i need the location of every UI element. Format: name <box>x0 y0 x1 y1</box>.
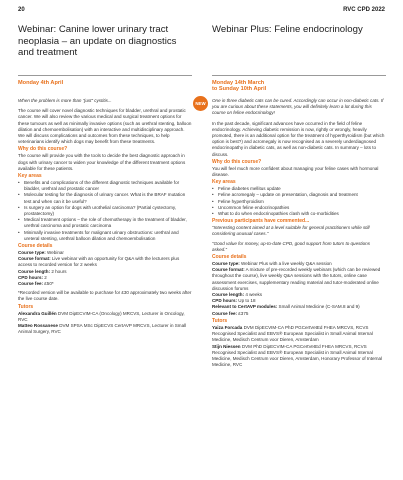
detail-row: CPD hours: Up to 18 <box>212 298 256 304</box>
list-item: • Feline acromegaly – update on presentation, diagnosis and treatment <box>212 192 386 198</box>
detail-row: Course fee: £375 <box>212 310 249 316</box>
footnote: *Recorded version will be available to purchase for £30 approximately two weeks after the live course date. <box>18 290 192 302</box>
description-text: In the past decade, significant advances have occurred in the field of feline endocrinology. Achieving diabetic remission is now, rightly or wrongly, heavily promoted, there is an additional option for the treatment of hyperthyroidism (but which option is best?) and acromegaly is now recognised as a severely underdiagnosed endocrinopathy in diabetic cats, as well as non-diabetic cats. In summary – lots to discuss. <box>212 120 385 157</box>
detail-row: CPD hours: 2 <box>18 274 47 280</box>
intro-text: One in three diabetic cats can be cured. Accordingly can occur in non-diabetic cats. If you are curious about these statements, you will definitely learn a lot during this course on feline endocrinology! <box>212 98 384 116</box>
tutors-heading: Tutors <box>18 303 34 310</box>
tutor: Matteo Rossanese DVM SPSA MSc DipECVS CertAVP MRCVS, Lecturer in Small Animal Surgery, RVC <box>18 323 187 335</box>
key-areas-heading: Key areas <box>18 173 42 180</box>
tutors-heading: Tutors <box>212 317 228 324</box>
course-date: Monday 14th March to Sunday 10th April <box>212 80 267 93</box>
course-title: Webinar: Canine lower urinary tract neoplasia – an update on diagnostics and treatment <box>18 24 177 59</box>
testimonial-quote: "Good value for money, up-to-date CPD, good support from tutors to questions asked." <box>212 240 370 252</box>
left-column <box>18 24 192 336</box>
new-badge: NEW <box>193 96 208 111</box>
detail-row: Course length: 2 hours <box>18 268 67 274</box>
list-item: • Benefits and complications of the different diagnostic techniques available for bladder, urethral and prostatic cancer <box>18 180 192 192</box>
page-header <box>0 0 403 22</box>
publication-title: RVC CPD 2022 <box>343 7 385 13</box>
tutor: Stijn Niessen DVM PhD DipECVIM-CA PGCertVetEd FHEA MRCVS, RCVS Recognised Specialist and EBVS® European Specialist in Small Animal Internal Medicine, Medisch Centrum voor Dieren, Amsterdam, Honorary Professor of Internal Medicine, RVC <box>212 343 383 368</box>
tutor: Alexandra Guillén DVM DipECVIM-CA (Oncology) MRCVS, Lecturer in Oncology, RVC <box>18 310 185 322</box>
key-areas-heading: Key areas <box>212 179 236 186</box>
course-details-heading: Course details <box>212 254 247 261</box>
list-item: • Minimally invasive treatments for malignant urinary obstructions: urethral and ureteral stenting, urethral balloon dilation and chemoembolisation <box>18 230 192 242</box>
list-item: • Is surgery an option for dogs with urothelial carcinoma? (Partial cystectomy, prostatectomy) <box>18 205 192 217</box>
detail-row: Course type: Webinar <box>18 250 64 256</box>
key-areas-list <box>18 180 192 242</box>
detail-row: Course format: A mixture of pre-recorded weekly webinars (which can be reviewed throughout the course), live weekly Q&A sessions with the tutors, online case assessment exercises, supplementary reading material and tutor-moderated online discussion forums <box>212 267 381 291</box>
list-item: • Medical treatment options – the role of chemotherapy in the treatment of bladder, urethral carcinoma and prostatic carcinoma <box>18 217 192 229</box>
intro-text: When the problem is more than "just" cystitis... <box>18 98 112 103</box>
list-item: • Feline hyperthyroidism <box>212 199 386 205</box>
testimonials-heading: Previous participants have commented... <box>212 218 310 225</box>
course-details-heading: Course details <box>18 243 53 250</box>
detail-row: Course type: Webinar Plus with a live weekly Q&A session <box>212 261 332 267</box>
list-item: • Uncommon feline endocrinopathies <box>212 205 386 211</box>
why-text: The course will provide you with the tools to decide the best diagnostic approach in dogs with urinary cancer to widen your knowledge of the different treatment options available for these patients. <box>18 153 186 171</box>
list-item: • What to do when endocrinopathies clash with co-morbidities <box>212 211 386 217</box>
detail-row: Relevant to CertAVP modules: Small Animal Medicine (C-SAM.8 and 9) <box>212 304 360 310</box>
list-item: • Feline diabetes mellitus update <box>212 186 386 192</box>
testimonial-quote: "Interesting content aimed at a level suitable for general practitioners while still considering unusual cases." <box>212 225 370 237</box>
tutor: Yaiza Forcada DVM DipECVIM-CA PhD PGCertVetEd FHEA MRCVS, RCVS Recognised Specialist and EBVS® European Specialist in Small Animal Internal Medicine, Medisch Centrum voor Dieren, Amsterdam <box>212 324 373 343</box>
course-body <box>18 98 192 336</box>
why-text: You will feel much more confident about managing your feline cases with hormonal disease. <box>212 165 379 178</box>
date-row <box>18 76 192 98</box>
list-item: • Molecular testing for the diagnosis of urinary cancer. What is the BRAF mutation test and when can it be useful? <box>18 192 192 204</box>
course-title: Webinar Plus: Feline endocrinology <box>212 24 363 35</box>
detail-row: Course length: 4 weeks <box>212 292 263 298</box>
right-column <box>212 24 386 368</box>
detail-row: Course fee: £50* <box>18 281 54 287</box>
description-text: The course will cover novel diagnostic techniques for bladder, urethral and prostatic cancer. We will also review the various medical and surgical treatment options for these tumours as well as minimally invasive options (such as urethral stenting, balloon dilation and chemoembolisation) with an interactive and multidisciplinary approach. We will discuss complications and outcomes from these techniques, to help veterinarians identify which dogs may benefit from these treatments. <box>18 108 192 145</box>
date-row <box>212 76 386 98</box>
page-number: 20 <box>18 7 25 13</box>
key-areas-list <box>212 186 386 217</box>
why-heading: Why do this course? <box>212 158 262 165</box>
detail-row: Course format: Live webinar with an opportunity for Q&A with the lecturers plus access to recorded version for 2 weeks <box>18 256 180 268</box>
why-heading: Why do this course? <box>18 146 68 153</box>
course-date: Monday 4th April <box>18 80 64 86</box>
course-body <box>212 98 386 368</box>
